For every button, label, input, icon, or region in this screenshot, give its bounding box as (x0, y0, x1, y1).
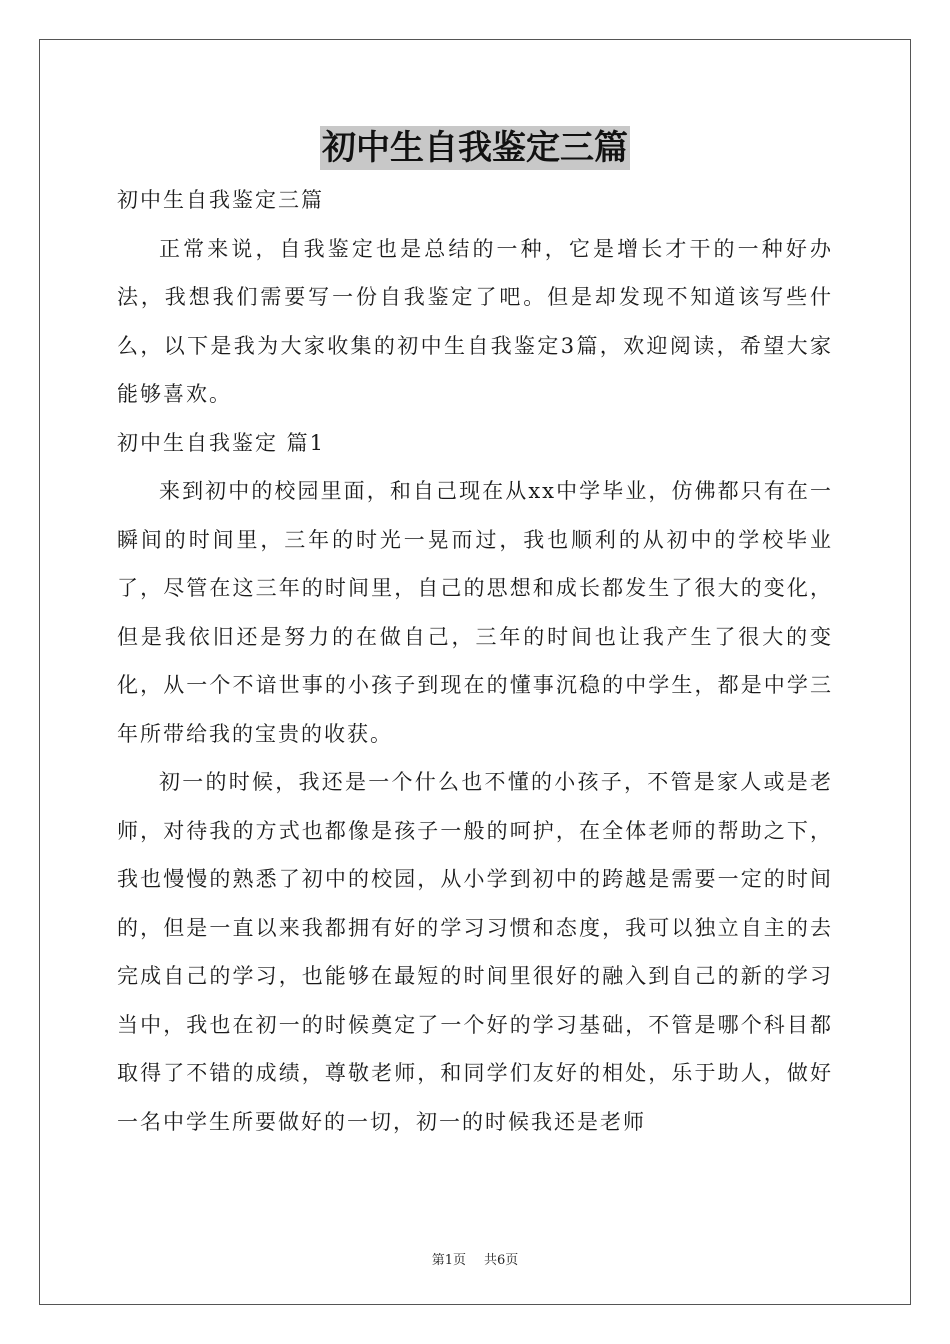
section-heading: 初中生自我鉴定 篇1 (117, 430, 326, 455)
document-body (117, 176, 833, 1146)
body-paragraph: 初一的时候，我还是一个什么也不懂的小孩子，不管是家人或是老师，对待我的方式也都像是孩子一般的呵护，在全体老师的帮助之下，我也慢慢的熟悉了初中的校园，从小学到初中的跨越是需要一定的时间的，但是一直以来我都拥有好的学习习惯和态度，我可以独立自主的去完成自己的学习，也能够在最短的时间里很好的融入到自己的新的学习当中，我也在初一的时候奠定了一个好的学习基础，不管是哪个科目都取得了不错的成绩，尊敬老师，和同学们友好的相处，乐于助人，做好一名中学生所要做好的一切，初一的时候我还是老师 (117, 770, 833, 1134)
page-total: 共6页 (484, 1253, 519, 1268)
document-title: 初中生自我鉴定三篇 (322, 128, 628, 168)
intro-paragraph: 正常来说，自我鉴定也是总结的一种，它是增长才干的一种好办法，我想我们需要写一份自我鉴定了吧。但是却发现不知道该写些什么，以下是我为大家收集的初中生自我鉴定3篇，欢迎阅读，希望大家能够喜欢。 (117, 236, 833, 406)
title-container (0, 126, 950, 170)
subtitle-line: 初中生自我鉴定三篇 (117, 188, 324, 212)
page-number: 第1页 (431, 1253, 466, 1268)
page-footer (0, 1249, 950, 1268)
body-paragraph: 来到初中的校园里面，和自己现在从xx中学毕业，仿佛都只有在一瞬间的时间里，三年的时光一晃而过，我也顺利的从初中的学校毕业了，尽管在这三年的时间里，自己的思想和成长都发生了很大的变化，但是我依旧还是努力的在做自己，三年的时间也让我产生了很大的变化，从一个不谙世事的小孩子到现在的懂事沉稳的中学生，都是中学三年所带给我的宝贵的收获。 (117, 479, 833, 746)
